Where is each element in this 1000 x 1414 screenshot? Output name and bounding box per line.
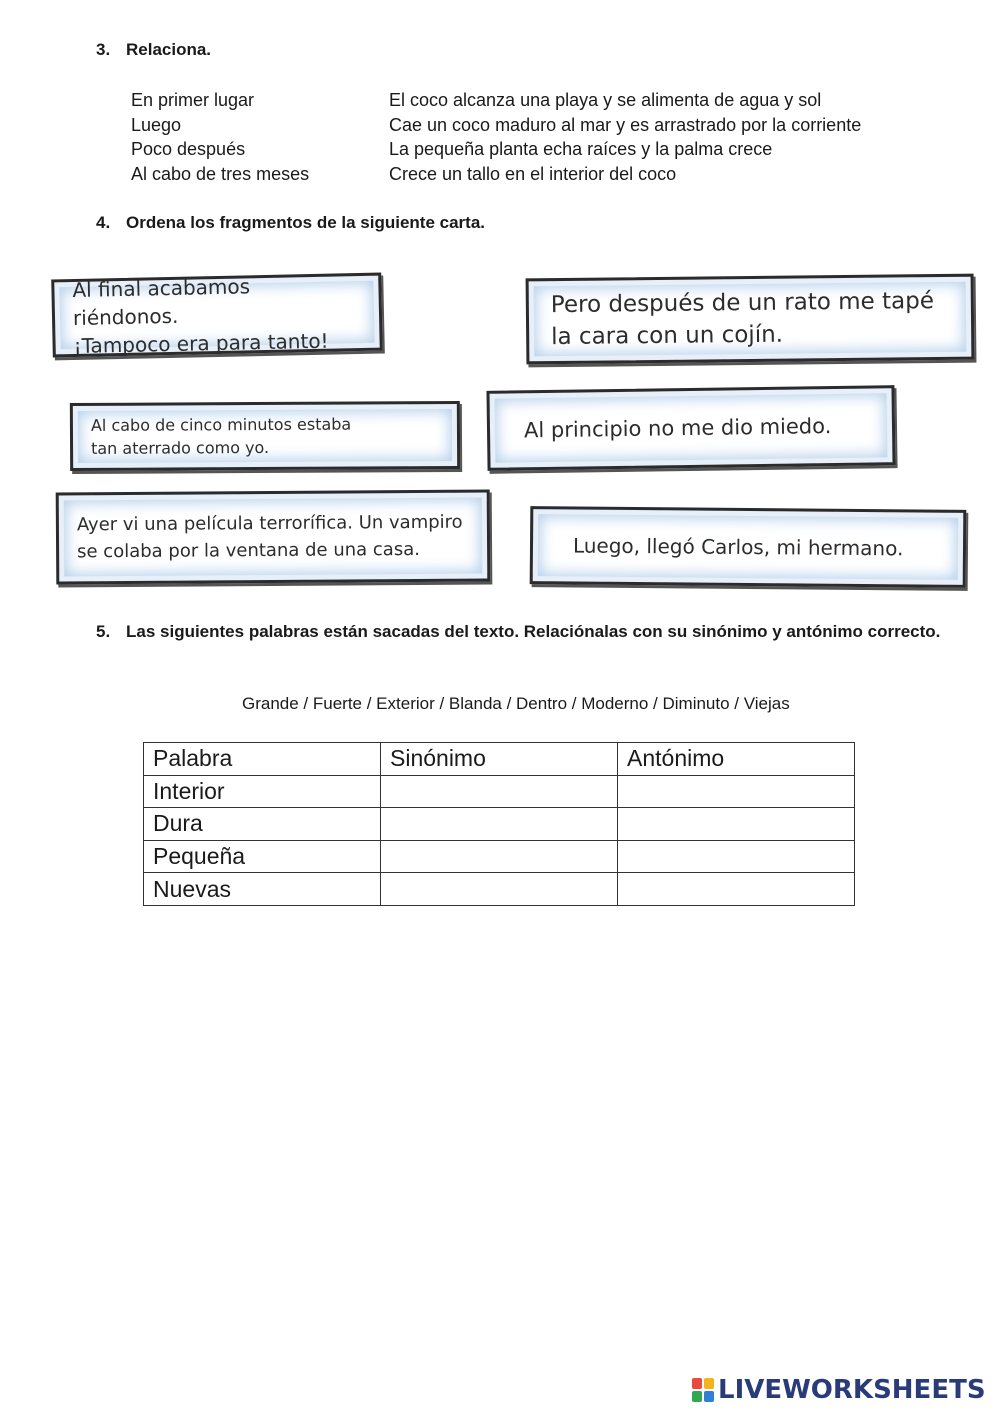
synonym-answer-cell[interactable] [381,873,618,906]
logo-square [692,1391,702,1402]
coconut-event: La pequeña planta echa raíces y la palma crece [389,139,773,160]
matching-row [131,88,861,113]
logo-square [704,1378,714,1389]
fragment-line: tan aterrado como yo. [91,437,270,458]
fragment-line: Luego, llegó Carlos, mi hermano. [572,533,904,561]
word-cell: Dura [144,808,381,841]
time-connector: Luego [131,114,182,135]
matching-list [131,88,861,186]
synonym-answer-cell[interactable] [381,808,618,841]
word-cell: Nuevas [144,873,381,906]
liveworksheets-logo-icon [692,1378,714,1402]
liveworksheets-logo [692,1376,986,1404]
fragment-line: Ayer vi una película terrorífica. Un vampiro [76,511,463,536]
fragment-line: la cara con un cojín. [551,321,784,351]
table-header-row [144,743,855,776]
question-title: Ordena los fragmentos de la siguiente carta. [126,213,485,232]
matching-row [131,137,861,162]
matching-row [131,113,861,138]
antonym-answer-cell[interactable] [618,840,855,873]
synonym-answer-cell[interactable] [381,840,618,873]
word-cell: Interior [144,775,381,808]
fragment-despues[interactable] [526,274,975,365]
fragment-principio[interactable] [486,385,895,471]
logo-square [692,1378,702,1389]
time-connector: En primer lugar [131,90,255,110]
question-title: Las siguientes palabras están sacadas del texto. Relaciónalas con su sinónimo y antónimo correcto. [126,622,941,641]
coconut-event: Crece un tallo en el interior del coco [389,163,677,184]
question-3-heading [96,38,211,62]
synonym-antonym-table [143,742,855,906]
table-row [144,775,855,808]
fragment-line: Al final acabamos riéndonos. [72,274,251,331]
antonym-answer-cell[interactable] [618,775,855,808]
fragment-line: Pero después de un rato me tapé [550,288,935,319]
table-row [144,808,855,841]
time-connector: Al cabo de tres meses [131,163,310,184]
logo-square [704,1391,714,1402]
fragment-line: Al principio no me dio miedo. [523,414,832,443]
synonym-answer-cell[interactable] [381,775,618,808]
question-title: Relaciona. [126,40,212,59]
fragment-ayer[interactable] [56,489,491,584]
brand-name: LIVEWORKSHEETS [718,1375,986,1405]
table-row [144,873,855,906]
table-row [144,840,855,873]
fragment-final[interactable] [51,273,383,358]
header-cell: Palabra [144,743,381,776]
antonym-answer-cell[interactable] [618,873,855,906]
coconut-event: El coco alcanza una playa y se alimenta de agua y sol [389,90,822,110]
question-4-heading [96,211,485,235]
coconut-event: Cae un coco maduro al mar y es arrastrado por la corriente [389,114,862,135]
question-5-heading [96,620,976,644]
word-bank: Grande / Fuerte / Exterior / Blanda / Dentro / Moderno / Diminuto / Viejas [242,694,790,713]
question-number: 3. [96,40,111,59]
antonym-answer-cell[interactable] [618,808,855,841]
question-number: 5. [96,622,111,641]
matching-row [131,162,861,187]
time-connector: Poco después [131,139,246,160]
header-cell: Sinónimo [381,743,618,776]
fragment-line: ¡Tampoco era para tanto! [73,328,329,359]
word-cell: Pequeña [144,840,381,873]
question-number: 4. [96,213,111,232]
header-cell: Antónimo [618,743,855,776]
fragment-cinco[interactable] [70,401,460,471]
fragment-luego[interactable] [530,506,967,588]
fragment-line: se colaba por la ventana de una casa. [77,538,421,563]
fragment-line: Al cabo de cinco minutos estaba [90,414,352,435]
